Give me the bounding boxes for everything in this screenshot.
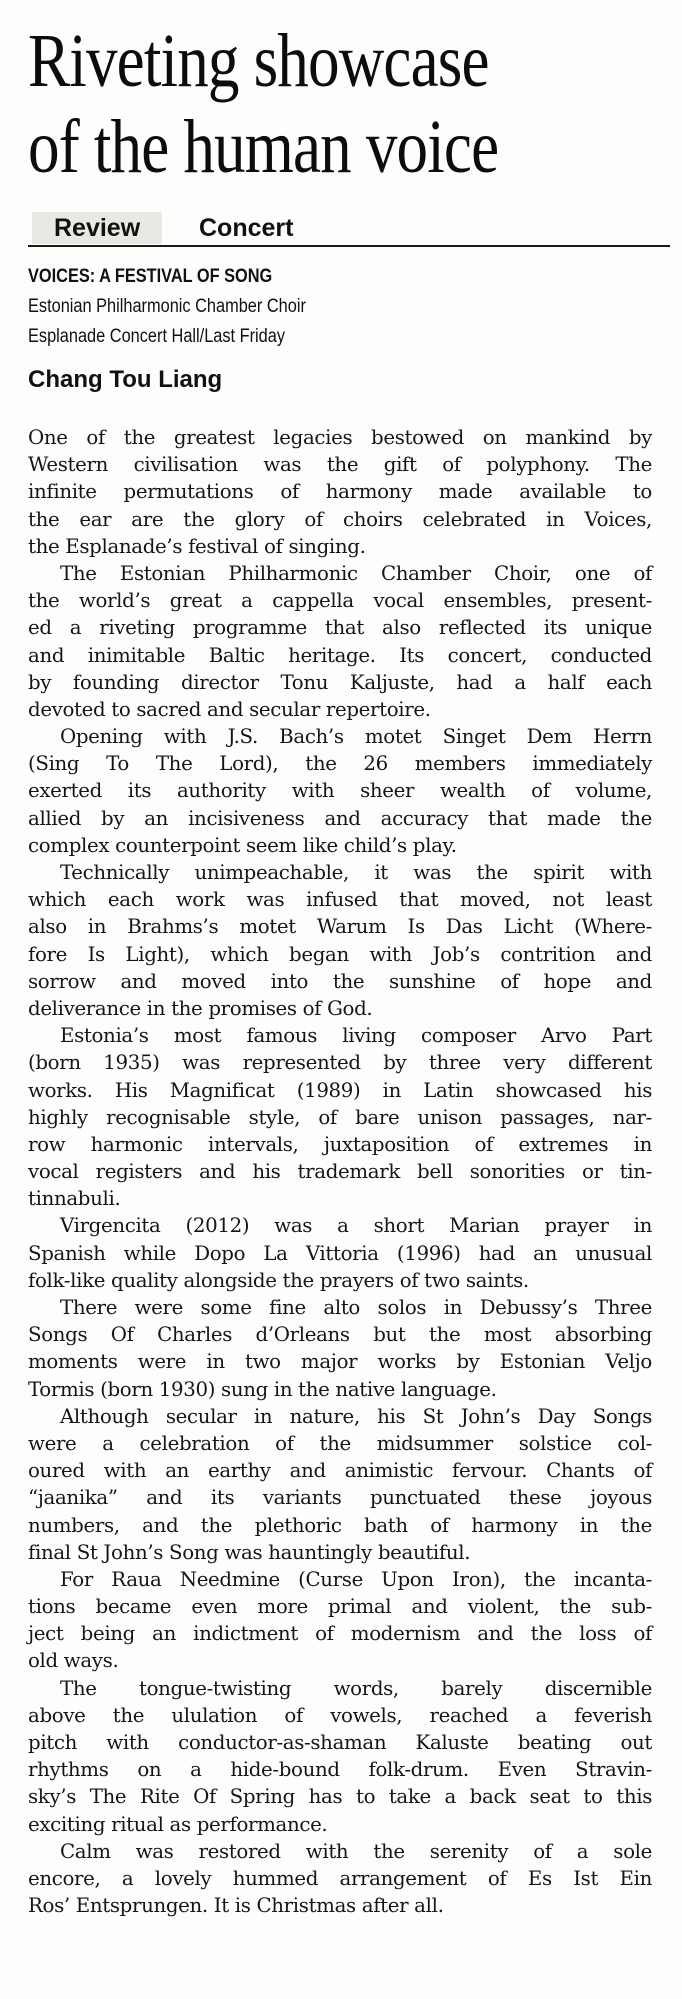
body-line: allied by an incisiveness and accuracy that made the xyxy=(28,806,652,830)
author-byline: Chang Tou Liang xyxy=(28,366,223,393)
body-line: One of the greatest legacies bestowed on mankind by xyxy=(28,426,652,449)
body-line: vocal registers and his trademark bell sonorities or tin- xyxy=(28,1160,652,1184)
body-line: folk-like quality alongside the prayers of two saints. xyxy=(28,1268,529,1292)
body-line: Opening with J.S. Bach’s motet Singet Dem Herrn xyxy=(60,725,652,749)
body-line: highly recognisable style, of bare unison passages, nar- xyxy=(28,1105,652,1129)
body-line: devoted to sacred and secular repertoire. xyxy=(28,697,431,721)
body-line: “jaanika” and its variants punctuated these joyous xyxy=(28,1486,652,1510)
body-line: complex counterpoint seem like child’s play. xyxy=(28,833,457,857)
body-line: the Esplanade’s festival of singing. xyxy=(28,534,366,558)
body-line: oured with an earthy and animistic fervour. Chants of xyxy=(28,1459,652,1483)
body-line: by founding director Tonu Kaljuste, had a half each xyxy=(28,670,652,694)
body-line: encore, a lovely hummed arrangement of Es Ist Ein xyxy=(28,1866,652,1890)
body-line: row harmonic intervals, juxtaposition of extremes in xyxy=(28,1132,652,1156)
headline-line-2: of the human voice xyxy=(28,105,499,189)
body-line: Virgencita (2012) was a short Marian prayer in xyxy=(60,1214,652,1238)
body-line: Estonia’s most famous living composer Arvo Part xyxy=(60,1024,652,1048)
body-line: sky’s The Rite Of Spring has to take a back seat to this xyxy=(28,1785,652,1809)
body-line: tions became even more primal and violent, the sub- xyxy=(28,1595,652,1619)
body-line: Technically unimpeachable, it was the spirit with xyxy=(60,861,652,884)
body-line: which each work was infused that moved, not least xyxy=(28,888,652,912)
body-line: pitch with conductor-as-shaman Kaluste beating out xyxy=(28,1731,652,1754)
body-line: Spanish while Dopo La Vittoria (1996) had an unusual xyxy=(28,1241,652,1265)
body-line: Western civilisation was the gift of polyphony. The xyxy=(28,453,652,477)
venue-date: Esplanade Concert Hall/Last Friday xyxy=(28,326,286,347)
body-line: exerted its authority with sheer wealth of volume, xyxy=(28,779,652,803)
body-line: works. His Magnificat (1989) in Latin showcased his xyxy=(28,1078,652,1102)
article-body xyxy=(28,424,652,1919)
body-line: moments were in two major works by Estonian Veljo xyxy=(28,1350,652,1374)
body-line: old ways. xyxy=(28,1649,119,1673)
body-line: numbers, and the plethoric bath of harmony in the xyxy=(28,1513,652,1537)
body-line: were a celebration of the midsummer solstice col- xyxy=(28,1431,652,1455)
body-line: above the ululation of vowels, reached a feverish xyxy=(28,1703,652,1727)
body-line: There were some fine alto solos in Debussy’s Three xyxy=(60,1296,652,1319)
body-line: the ear are the glory of choirs celebrated in Voices, xyxy=(28,507,652,531)
section-label-bar xyxy=(28,212,670,246)
body-line: also in Brahms’s motet Warum Is Das Licht (Where- xyxy=(28,915,652,939)
event-info-box xyxy=(28,262,668,352)
section-tab-concert: Concert xyxy=(199,214,294,242)
body-line: and inimitable Baltic heritage. Its concert, conducted xyxy=(28,643,652,667)
body-line: Although secular in nature, his St John’s Day Songs xyxy=(60,1404,652,1428)
performer-name: Estonian Philharmonic Chamber Choir xyxy=(28,296,306,317)
body-line: exciting ritual as performance. xyxy=(28,1812,328,1836)
section-tab-review: Review xyxy=(32,212,162,244)
body-line: deliverance in the promises of God. xyxy=(28,996,373,1020)
headline-line-1: Riveting showcase xyxy=(28,19,489,103)
body-line: the world’s great a cappella vocal ensembles, present- xyxy=(28,589,652,613)
body-line: ject being an indictment of modernism and the loss of xyxy=(28,1622,652,1646)
body-line: Calm was restored with the serenity of a sole xyxy=(60,1839,652,1863)
body-line: rhythms on a hide-bound folk-drum. Even Stravin- xyxy=(28,1758,652,1782)
body-line: Songs Of Charles d’Orleans but the most absorbing xyxy=(28,1323,652,1347)
body-line: Tormis (born 1930) sung in the native language. xyxy=(28,1377,497,1401)
body-line: tinnabuli. xyxy=(28,1187,121,1211)
body-line: ed a riveting programme that also reflected its unique xyxy=(28,616,652,640)
body-line: fore Is Light), which began with Job’s contrition and xyxy=(28,942,652,966)
body-line: (Sing To The Lord), the 26 members immediately xyxy=(28,752,652,776)
section-divider-rule xyxy=(28,245,670,247)
body-line: (born 1935) was represented by three very different xyxy=(28,1051,652,1075)
body-line: sorrow and moved into the sunshine of hope and xyxy=(28,969,652,993)
festival-title: VOICES: A FESTIVAL OF SONG xyxy=(28,266,273,287)
body-line: infinite permutations of harmony made available to xyxy=(28,480,652,504)
body-line: Ros’ Entsprungen. It is Christmas after all. xyxy=(28,1894,444,1918)
body-line: final St John’s Song was hauntingly beautiful. xyxy=(28,1540,471,1564)
body-line: The Estonian Philharmonic Chamber Choir, one of xyxy=(60,561,652,585)
body-line: For Raua Needmine (Curse Upon Iron), the incanta- xyxy=(60,1567,652,1591)
headline xyxy=(28,18,559,190)
body-line: The tongue-twisting words, barely discernible xyxy=(60,1676,652,1700)
